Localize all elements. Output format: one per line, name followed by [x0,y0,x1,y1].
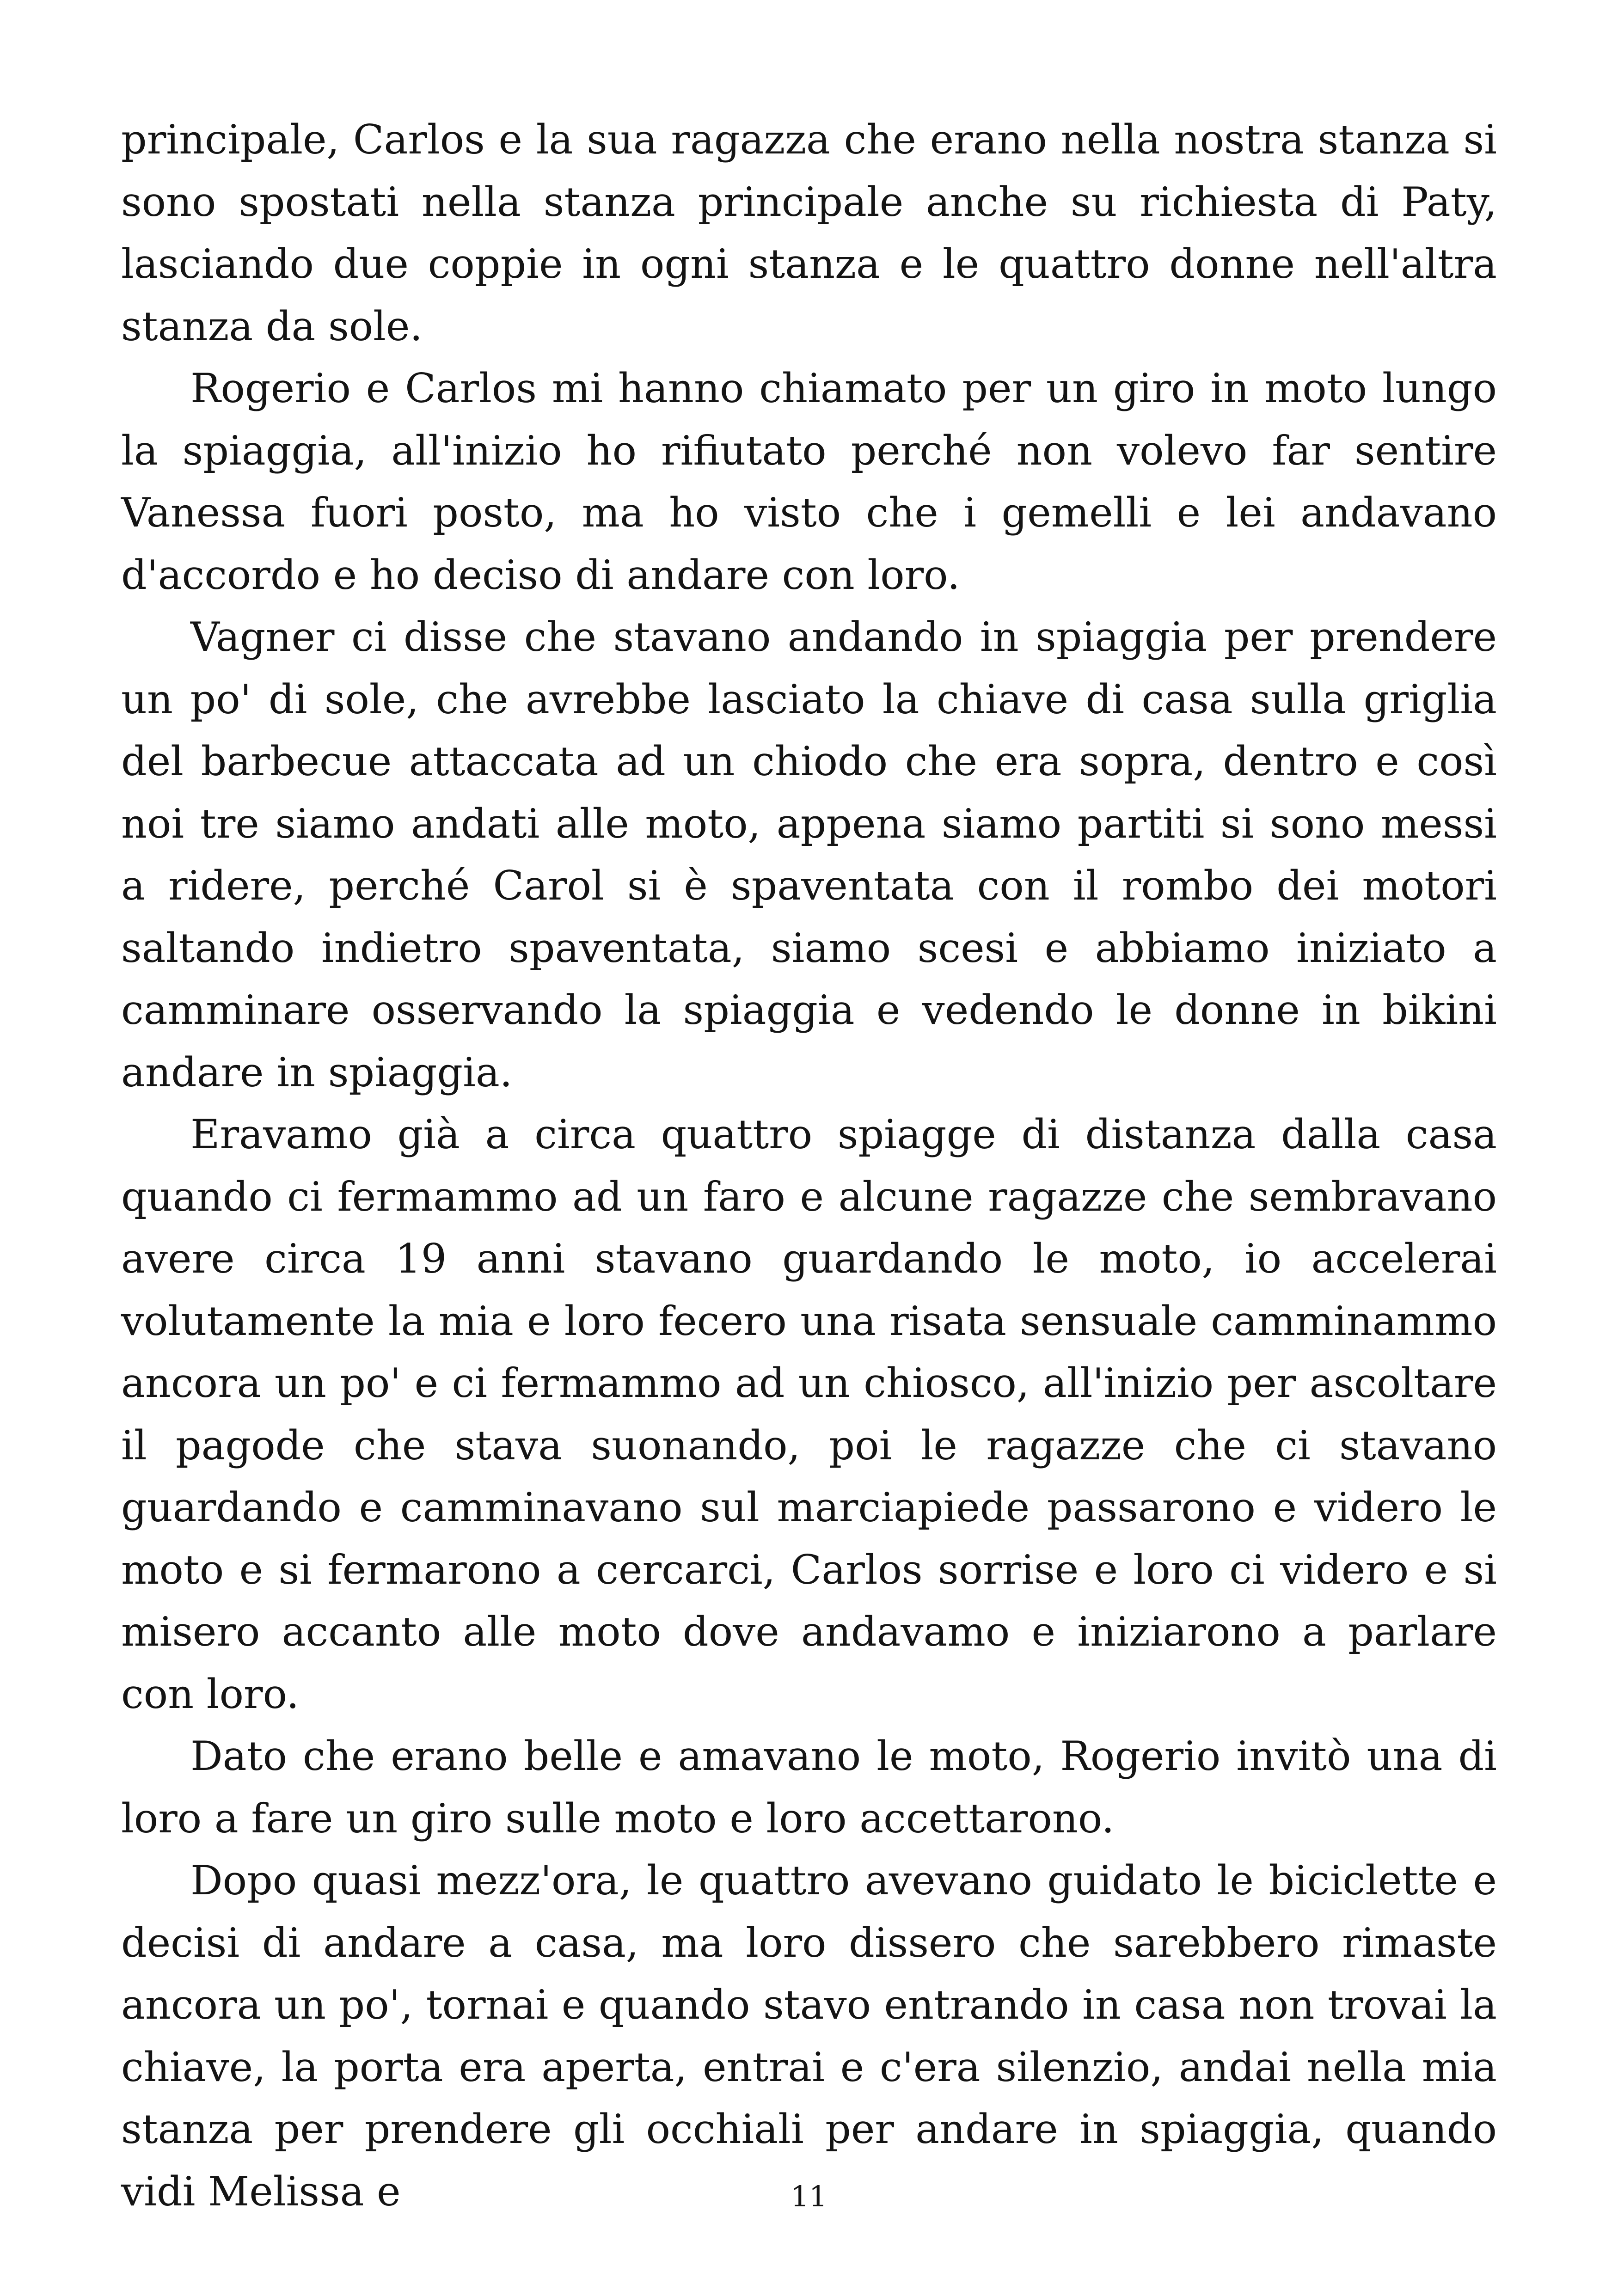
paragraph: Dopo quasi mezz'ora, le quattro avevano guidato le biciclette e decisi di andare a casa, ma loro dissero che sarebbero rimaste ancora un po', tornai e quando stavo entrando in casa non trovai la chiave, la porta era aperta, entrai e c'era silenzio, andai nella mia stanza per prendere gli occhiali per andare in spiaggia, quando vidi Melissa e [121,1857,1497,2215]
paragraph: Eravamo già a circa quattro spiagge di distanza dalla casa quando ci fermammo ad un faro e alcune ragazze che sembravano avere circa 19 anni stavano guardando le moto, io accelerai volutamente la mia e loro fecero una risata sensuale camminammo ancora un po' e ci fermammo ad un chiosco, all'inizio per ascoltare il pagode che stava suonando, poi le ragazze che ci stavano guardando e camminavano sul marciapiede passarono e videro le moto e si fermarono a cercarci, Carlos sorrise e loro ci videro e si misero accanto alle moto dove andavamo e iniziarono a parlare con loro. [121,1111,1497,1718]
paragraph: Dato che erano belle e amavano le moto, Rogerio invitò una di loro a fare un giro sulle moto e loro accettarono. [121,1733,1497,1842]
paragraph: Vagner ci disse che stavano andando in spiaggia per prendere un po' di sole, che avrebbe lasciato la chiave di casa sulla griglia del barbecue attaccata ad un chiodo che era sopra, dentro e così noi tre siamo andati alle moto, appena siamo partiti si sono messi a ridere, perché Carol si è spaventata con il rombo dei motori saltando indietro spaventata, siamo scesi e abbiamo iniziato a camminare osservando la spiaggia e vedendo le donne in bikini andare in spiaggia. [121,613,1497,1096]
paragraph-continuation: principale, Carlos e la sua ragazza che erano nella nostra stanza si sono spostati nella stanza principale anche su richiesta di Paty, lasciando due coppie in ogni stanza e le quattro donne nell'altra stanza da sole. [121,116,1497,350]
paragraph: Rogerio e Carlos mi hanno chiamato per un giro in moto lungo la spiaggia, all'inizio ho rifiutato perché non volevo far sentire Vanessa fuori posto, ma ho visto che i gemelli e lei andavano d'accordo e ho deciso di andare con loro. [121,365,1497,599]
body-text [121,109,1497,2223]
page-number: 11 [791,2180,827,2213]
